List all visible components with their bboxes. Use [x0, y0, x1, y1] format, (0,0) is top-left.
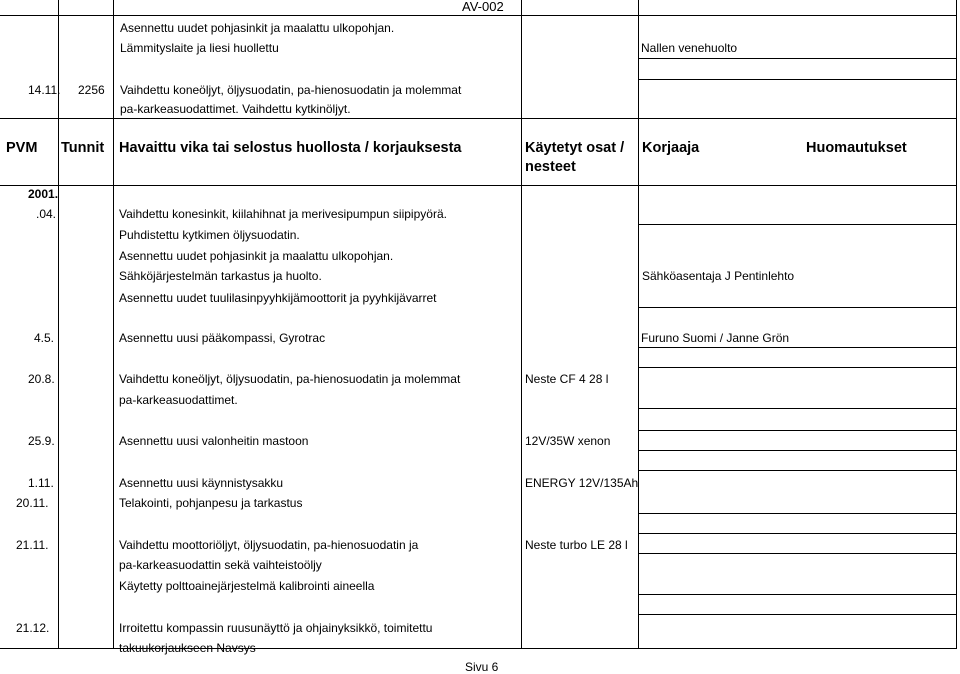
entry-text: Asennettu uusi valonheitin mastoon	[119, 434, 309, 448]
entry-text: Vaihdettu moottoriöljyt, öljysuodatin, pa-hienosuodatin ja	[119, 538, 419, 552]
grid-line	[638, 0, 639, 648]
entry-date: 25.9.	[28, 434, 55, 448]
grid-line	[638, 553, 956, 554]
header-pvm: PVM	[6, 140, 38, 156]
header-repairer: Korjaaja	[642, 140, 700, 156]
grid-line	[521, 0, 522, 648]
grid-line	[638, 614, 956, 615]
entry-text: Käytetty polttoainejärjestelmä kalibrointi aineella	[119, 579, 375, 593]
grid-line	[638, 307, 956, 308]
entry-text: takuukorjaukseen Navsys	[119, 641, 256, 655]
grid-line	[0, 118, 957, 119]
header-tunnit: Tunnit	[61, 140, 105, 156]
entry-text: Asennettu uusi pääkompassi, Gyrotrac	[119, 331, 326, 345]
entry-date: 20.8.	[28, 372, 55, 386]
entry-text: Puhdistettu kytkimen öljysuodatin.	[119, 228, 300, 242]
entry-date: .04.	[36, 207, 57, 221]
entry-text: Asennettu uudet tuulilasinpyyhkijämoottorit ja pyyhkijävarret	[119, 291, 437, 305]
grid-line	[58, 0, 59, 648]
year-label: 2001.	[28, 187, 59, 201]
grid-line	[638, 533, 956, 534]
header-parts: Käytetyt osat /	[525, 140, 625, 156]
entry-repairer: Furuno Suomi / Janne Grön	[641, 331, 790, 345]
grid-line	[638, 470, 956, 471]
entry-date: 4.5.	[34, 331, 55, 345]
grid-line	[638, 367, 956, 368]
entry-repairer: Sähköasentaja J Pentinlehto	[642, 269, 795, 283]
grid-line	[638, 430, 956, 431]
header-parts-line2: nesteet	[525, 159, 576, 175]
grid-line	[113, 0, 114, 648]
entry-parts: Neste turbo LE 28 l	[525, 538, 628, 552]
page-number: Sivu 6	[465, 660, 499, 674]
grid-line	[638, 408, 956, 409]
entry-text: pa-karkeasuodattimet.	[119, 393, 238, 407]
grid-line	[638, 450, 956, 451]
entry-text: Asennettu uusi käynnistysakku	[119, 476, 284, 490]
entry-text: Irroitettu kompassin ruusunäyttö ja ohjainyksikkö, toimitettu	[119, 621, 433, 635]
grid-line	[638, 347, 956, 348]
log-text: Lämmityslaite ja liesi huollettu	[120, 41, 279, 55]
grid-line	[956, 0, 957, 648]
entry-date: 21.11.	[16, 538, 49, 552]
entry-text: Vaihdettu koneöljyt, öljysuodatin, pa-hienosuodatin ja molemmat	[119, 372, 461, 386]
entry-parts: 12V/35W xenon	[525, 434, 611, 448]
log-text: Vaihdettu koneöljyt, öljysuodatin, pa-hienosuodatin ja molemmat	[120, 83, 462, 97]
grid-line	[638, 224, 956, 225]
entry-text: Sähköjärjestelmän tarkastus ja huolto.	[119, 269, 322, 283]
entry-text: pa-karkeasuodattin sekä vaihteistoöljy	[119, 558, 322, 572]
grid-line	[0, 185, 957, 186]
entry-text: Asennettu uudet pohjasinkit ja maalattu ulkopohjan.	[119, 249, 394, 263]
repairer-name: Nallen venehuolto	[641, 41, 738, 55]
document-id: AV-002	[462, 0, 504, 14]
grid-line	[638, 594, 956, 595]
entry-text: Telakointi, pohjanpesu ja tarkastus	[119, 496, 303, 510]
log-hours: 2256	[78, 83, 105, 97]
grid-line	[638, 58, 956, 59]
log-text: Asennettu uudet pohjasinkit ja maalattu ulkopohjan.	[120, 21, 395, 35]
log-text: pa-karkeasuodattimet. Vaihdettu kytkinöljyt.	[120, 102, 351, 116]
entry-date: 1.11.	[28, 476, 54, 490]
header-notes: Huomautukset	[806, 140, 907, 156]
entry-text: Vaihdettu konesinkit, kiilahihnat ja merivesipumpun siipipyörä.	[119, 207, 447, 221]
log-date: 14.11.	[28, 83, 61, 97]
entry-date: 20.11.	[16, 496, 49, 510]
grid-line	[0, 15, 957, 16]
grid-line	[638, 513, 956, 514]
entry-parts: ENERGY 12V/135Ah	[525, 476, 639, 490]
entry-date: 21.12.	[16, 621, 50, 635]
grid-line	[638, 79, 956, 80]
entry-parts: Neste CF 4 28 l	[525, 372, 609, 386]
header-description: Havaittu vika tai selostus huollosta / korjauksesta	[119, 140, 462, 156]
